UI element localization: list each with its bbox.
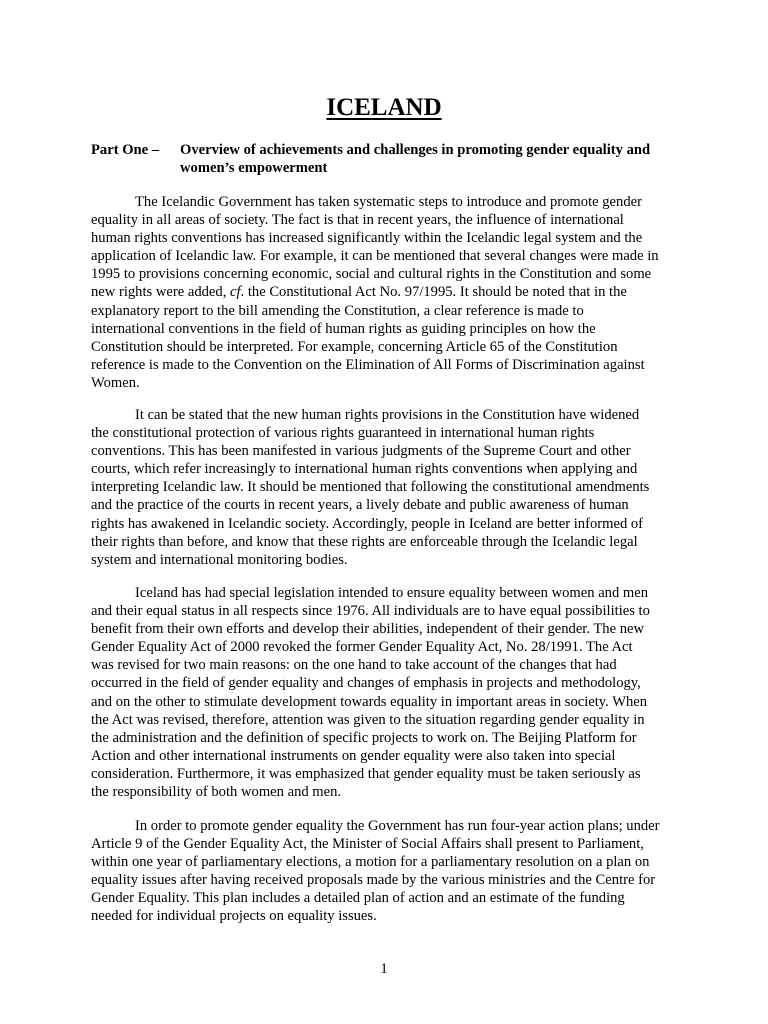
text-line: Gender Equality Act of 2000 revoked the former Gender Equality Act, No. 28/1991. The Act — [91, 639, 633, 656]
text-line: international conventions in the field of human rights as guiding principles on how the — [91, 320, 596, 337]
part-heading-line: Overview of achievements and challenges in promoting gender equality and — [180, 142, 651, 158]
text-line: the Act was revised, therefore, attention was given to the situation regarding gender equality in — [91, 711, 645, 728]
paragraph — [91, 193, 681, 392]
part-heading-text — [180, 141, 680, 177]
text-line: 1995 to provisions concerning economic, social and cultural rights in the Constitution and some — [91, 266, 652, 283]
text-line: system and international monitoring bodies. — [91, 551, 348, 568]
text-line — [91, 283, 681, 301]
text-line: equality in all areas of society. The fact is that in recent years, the influence of international — [91, 212, 624, 229]
text-line: Iceland has had special legislation intended to ensure equality between women and men — [135, 585, 649, 601]
text-line: benefit from their own efforts and develop their abilities, independent of their gender. The new — [91, 621, 645, 638]
text-line: conventions. This has been manifested in various judgments of the Supreme Court and other — [91, 443, 631, 460]
text-line: the constitutional protection of various rights guaranteed in international human rights — [91, 425, 595, 442]
document-title: ICELAND — [326, 94, 442, 121]
text-line: Constitution should be interpreted. For example, concerning Article 65 of the Constitution — [91, 338, 618, 355]
italic-abbreviation: cf — [230, 284, 241, 301]
text-line: the responsibility of both women and men. — [91, 784, 342, 801]
text-line: Gender Equality. This plan includes a detailed plan of action and an estimate of the funding — [91, 890, 625, 907]
text-line: It can be stated that the new human rights provisions in the Constitution have widened — [135, 407, 640, 423]
text-line: and on the other to stimulate development towards equality in important areas in society. When — [91, 693, 648, 710]
text-line: Action and other international instruments on gender equality were also taken into special — [91, 747, 616, 764]
text-line: Article 9 of the Gender Equality Act, the Minister of Social Affairs shall present to Parliament, — [91, 836, 644, 853]
text-line: Women. — [91, 374, 140, 391]
text-line: rights has awakened in Icelandic society. Accordingly, people in Iceland are better informed of — [91, 515, 644, 532]
text-line: explanatory report to the bill amending the Constitution, a clear reference is made to — [91, 302, 584, 319]
text-segment: . the Constitutional Act No. 97/1995. It should be noted that in the — [240, 284, 627, 301]
paragraph — [91, 406, 681, 569]
text-line: occurred in the field of gender equality and changes of emphasis in projects and methodology, — [91, 675, 641, 692]
paragraph — [91, 817, 681, 926]
text-line: In order to promote gender equality the Government has run four-year action plans; under — [135, 818, 660, 834]
paragraph — [91, 584, 681, 801]
text-line: within one year of parliamentary elections, a motion for a parliamentary resolution on a plan on — [91, 854, 650, 871]
text-line: courts, which refer increasingly to international human rights conventions when applying and — [91, 461, 638, 478]
text-line: and the practice of the courts in recent years, a lively debate and public awareness of human — [91, 497, 629, 514]
text-line: equality issues after having received proposals made by the various ministries and the Centre for — [91, 872, 656, 889]
part-heading-line: women’s empowerment — [180, 160, 328, 176]
text-line: the administration and the definition of specific projects to work on. The Beijing Platform for — [91, 729, 637, 746]
text-line: interpreting Icelandic law. It should be mentioned that following the constitutional amendments — [91, 479, 650, 496]
part-label: Part One – — [91, 142, 160, 158]
text-segment: new rights were added, — [91, 284, 230, 301]
text-line: The Icelandic Government has taken systematic steps to introduce and promote gender — [135, 194, 642, 210]
text-line: needed for individual projects on equality issues. — [91, 908, 377, 925]
text-line: application of Icelandic law. For example, it can be mentioned that several changes were made in — [91, 248, 659, 265]
text-line: and their equal status in all respects since 1976. All individuals are to have equal possibilities to — [91, 603, 650, 620]
text-line: was revised for two main reasons: on the one hand to take account of the changes that had — [91, 657, 617, 674]
text-line: consideration. Furthermore, it was emphasized that gender equality must be taken seriously as — [91, 765, 641, 782]
text-line: human rights conventions has increased significantly within the Icelandic legal system and the — [91, 230, 643, 247]
text-line: their rights than before, and know that these rights are enforceable through the Icelandic legal — [91, 533, 638, 550]
text-line: reference is made to the Convention on the Elimination of All Forms of Discrimination against — [91, 356, 645, 373]
page-number: 1 — [380, 961, 388, 977]
